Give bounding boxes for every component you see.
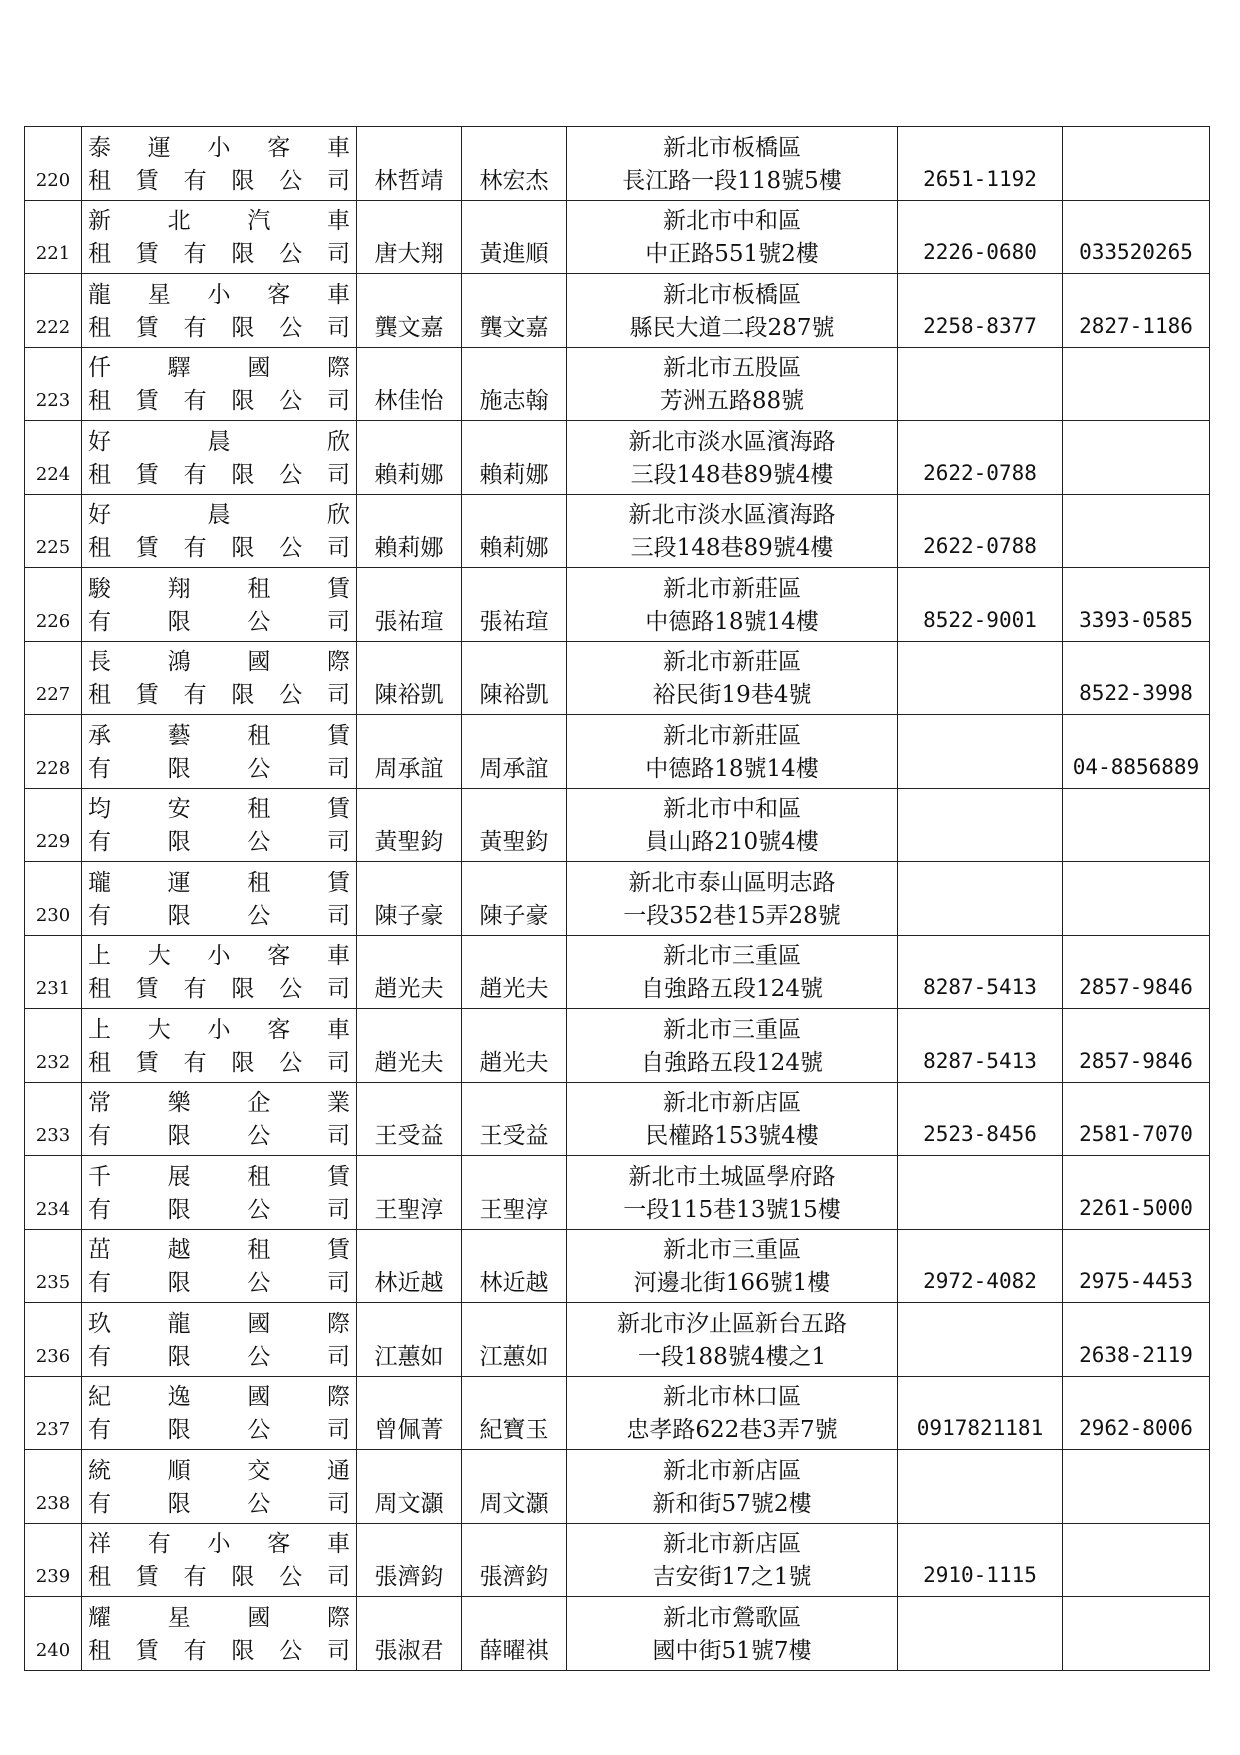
company-name-line-2: 有 限 公 司 — [88, 829, 350, 855]
company-name-line-2: 租 賃 有 限 公 司 — [88, 1564, 350, 1590]
table-row — [25, 641, 1210, 715]
address-line-1: 新北市林口區 — [663, 1384, 801, 1410]
representative-name: 周承誼 — [462, 715, 567, 789]
company-name — [82, 1229, 357, 1303]
company-name-line-2: 租 賃 有 限 公 司 — [88, 167, 350, 194]
row-number: 238 — [25, 1450, 82, 1524]
principal-name: 賴莉娜 — [357, 494, 462, 568]
representative-name: 陳裕凱 — [462, 641, 567, 715]
address-line-2: 縣民大道二段287號 — [629, 314, 835, 341]
representative-name: 林宏杰 — [462, 127, 567, 201]
row-number: 220 — [25, 127, 82, 201]
address-line-2: 裕民街19巷4號 — [652, 682, 812, 708]
representative-name: 周文灝 — [462, 1450, 567, 1524]
row-number: 235 — [25, 1229, 82, 1303]
principal-name: 張祐瑄 — [357, 568, 462, 642]
address-line-1: 新北市三重區 — [663, 1016, 801, 1043]
phone-1: 2622-0788 — [898, 421, 1063, 495]
phone-2 — [1063, 1450, 1210, 1524]
table-body — [25, 127, 1210, 1671]
address-line-1: 新北市淡水區濱海路 — [628, 502, 836, 528]
table-row — [25, 715, 1210, 789]
phone-1: 8522-9001 — [898, 568, 1063, 642]
phone-2: 2261-5000 — [1063, 1156, 1210, 1230]
principal-name: 陳裕凱 — [357, 641, 462, 715]
phone-1 — [898, 862, 1063, 936]
phone-1 — [898, 1303, 1063, 1377]
address-line-2: 員山路210號4樓 — [645, 829, 819, 855]
company-name-line-2: 有 限 公 司 — [88, 608, 350, 635]
table-row — [25, 1229, 1210, 1303]
company-name — [82, 200, 357, 274]
address-line-2: 中正路551號2樓 — [645, 241, 819, 267]
company-name — [82, 274, 357, 348]
phone-1: 8287-5413 — [898, 1009, 1063, 1083]
representative-name: 張濟鈞 — [462, 1523, 567, 1597]
address — [567, 1156, 898, 1230]
representative-name: 張祐瑄 — [462, 568, 567, 642]
address — [567, 1229, 898, 1303]
company-name — [82, 862, 357, 936]
address-line-1: 新北市中和區 — [663, 208, 801, 234]
representative-name: 王聖淳 — [462, 1156, 567, 1230]
company-name-line-2: 租 賃 有 限 公 司 — [88, 682, 350, 708]
company-name — [82, 1303, 357, 1377]
representative-name: 紀寶玉 — [462, 1376, 567, 1450]
phone-2 — [1063, 1597, 1210, 1671]
company-name — [82, 1009, 357, 1083]
company-name-line-2: 租 賃 有 限 公 司 — [88, 976, 350, 1002]
company-name-line-1: 紀 逸 國 際 — [88, 1384, 350, 1410]
row-number: 239 — [25, 1523, 82, 1597]
principal-name: 林近越 — [357, 1229, 462, 1303]
principal-name: 張濟鈞 — [357, 1523, 462, 1597]
company-name-line-1: 玖 龍 國 際 — [88, 1310, 350, 1337]
representative-name: 龔文嘉 — [462, 274, 567, 348]
company-name — [82, 127, 357, 201]
address-line-1: 新北市新莊區 — [663, 575, 801, 602]
row-number: 225 — [25, 494, 82, 568]
phone-1: 2622-0788 — [898, 494, 1063, 568]
representative-name: 趙光夫 — [462, 935, 567, 1009]
table-row — [25, 347, 1210, 421]
principal-name: 林哲靖 — [357, 127, 462, 201]
principal-name: 陳子豪 — [357, 862, 462, 936]
table-row — [25, 200, 1210, 274]
company-name-line-1: 常 樂 企 業 — [88, 1090, 350, 1116]
company-name-line-1: 龍 星 小 客 車 — [88, 281, 350, 308]
table-row — [25, 1156, 1210, 1230]
company-name — [82, 715, 357, 789]
address — [567, 421, 898, 495]
address — [567, 1450, 898, 1524]
address-line-1: 新北市板橋區 — [663, 134, 801, 161]
address-line-2: 忠孝路622巷3弄7號 — [626, 1417, 838, 1443]
table-row — [25, 788, 1210, 862]
company-name-line-2: 有 限 公 司 — [88, 1343, 350, 1370]
table-row — [25, 1082, 1210, 1156]
phone-2: 04-8856889 — [1063, 715, 1210, 789]
table-row — [25, 127, 1210, 201]
company-name-line-1: 瓏 運 租 賃 — [88, 869, 350, 896]
rental-company-table — [24, 126, 1210, 1671]
phone-1 — [898, 788, 1063, 862]
row-number: 230 — [25, 862, 82, 936]
company-name-line-2: 有 限 公 司 — [88, 1417, 350, 1443]
table-row — [25, 1597, 1210, 1671]
company-name-line-1: 泰 運 小 客 車 — [88, 134, 350, 161]
address-line-2: 中德路18號14樓 — [645, 608, 819, 635]
company-name — [82, 1376, 357, 1450]
principal-name: 周文灝 — [357, 1450, 462, 1524]
address — [567, 641, 898, 715]
address — [567, 715, 898, 789]
company-name-line-2: 租 賃 有 限 公 司 — [88, 1637, 350, 1664]
row-number: 222 — [25, 274, 82, 348]
principal-name: 趙光夫 — [357, 1009, 462, 1083]
company-name-line-2: 有 限 公 司 — [88, 902, 350, 929]
row-number: 226 — [25, 568, 82, 642]
address — [567, 862, 898, 936]
phone-1: 8287-5413 — [898, 935, 1063, 1009]
principal-name: 趙光夫 — [357, 935, 462, 1009]
phone-2: 2962-8006 — [1063, 1376, 1210, 1450]
company-name-line-1: 祥 有 小 客 車 — [88, 1531, 350, 1557]
address-line-1: 新北市鶯歌區 — [663, 1604, 801, 1631]
address — [567, 1376, 898, 1450]
phone-1: 2651-1192 — [898, 127, 1063, 201]
row-number: 236 — [25, 1303, 82, 1377]
company-name — [82, 1523, 357, 1597]
table-row — [25, 494, 1210, 568]
company-name-line-1: 好 晨 欣 — [88, 502, 350, 528]
phone-2: 033520265 — [1063, 200, 1210, 274]
row-number: 234 — [25, 1156, 82, 1230]
phone-1: 0917821181 — [898, 1376, 1063, 1450]
phone-2: 8522-3998 — [1063, 641, 1210, 715]
company-name — [82, 641, 357, 715]
table-row — [25, 568, 1210, 642]
address-line-1: 新北市泰山區明志路 — [628, 869, 836, 896]
address-line-1: 新北市三重區 — [663, 1237, 801, 1263]
phone-1 — [898, 715, 1063, 789]
phone-2: 2827-1186 — [1063, 274, 1210, 348]
row-number: 229 — [25, 788, 82, 862]
row-number: 224 — [25, 421, 82, 495]
principal-name: 賴莉娜 — [357, 421, 462, 495]
representative-name: 林近越 — [462, 1229, 567, 1303]
company-name — [82, 347, 357, 421]
company-name — [82, 935, 357, 1009]
address — [567, 935, 898, 1009]
representative-name: 黃進順 — [462, 200, 567, 274]
table-row — [25, 274, 1210, 348]
row-number: 227 — [25, 641, 82, 715]
table-row — [25, 862, 1210, 936]
address — [567, 1303, 898, 1377]
row-number: 232 — [25, 1009, 82, 1083]
company-name — [82, 1082, 357, 1156]
address-line-1: 新北市五股區 — [663, 355, 801, 381]
phone-1: 2258-8377 — [898, 274, 1063, 348]
phone-1 — [898, 1597, 1063, 1671]
address-line-2: 自強路五段124號 — [641, 1049, 823, 1076]
company-name-line-2: 租 賃 有 限 公 司 — [88, 535, 350, 561]
address — [567, 127, 898, 201]
company-name-line-2: 有 限 公 司 — [88, 1123, 350, 1149]
principal-name: 張淑君 — [357, 1597, 462, 1671]
phone-2: 2975-4453 — [1063, 1229, 1210, 1303]
phone-1: 2523-8456 — [898, 1082, 1063, 1156]
phone-2 — [1063, 127, 1210, 201]
company-name-line-1: 上 大 小 客 車 — [88, 943, 350, 969]
address-line-1: 新北市中和區 — [663, 796, 801, 822]
address — [567, 1009, 898, 1083]
address-line-2: 民權路153號4樓 — [645, 1123, 819, 1149]
company-name — [82, 788, 357, 862]
phone-1: 2910-1115 — [898, 1523, 1063, 1597]
principal-name: 周承誼 — [357, 715, 462, 789]
company-name-line-2: 租 賃 有 限 公 司 — [88, 461, 350, 488]
table-row — [25, 1009, 1210, 1083]
address-line-2: 河邊北街166號1樓 — [633, 1270, 831, 1296]
phone-2: 2638-2119 — [1063, 1303, 1210, 1377]
principal-name: 林佳怡 — [357, 347, 462, 421]
address-line-2: 中德路18號14樓 — [645, 755, 819, 782]
phone-2 — [1063, 494, 1210, 568]
table-row — [25, 935, 1210, 1009]
table-row — [25, 421, 1210, 495]
address-line-2: 長江路一段118號5樓 — [622, 167, 842, 194]
principal-name: 王聖淳 — [357, 1156, 462, 1230]
document-page — [24, 126, 1202, 1671]
company-name-line-2: 有 限 公 司 — [88, 755, 350, 782]
phone-2: 2857-9846 — [1063, 935, 1210, 1009]
address — [567, 788, 898, 862]
phone-1: 2226-0680 — [898, 200, 1063, 274]
phone-2: 2581-7070 — [1063, 1082, 1210, 1156]
address-line-1: 新北市板橋區 — [663, 281, 801, 308]
address-line-1: 新北市三重區 — [663, 943, 801, 969]
address-line-2: 國中街51號7樓 — [652, 1637, 812, 1664]
address-line-1: 新北市新店區 — [663, 1090, 801, 1116]
principal-name: 江蕙如 — [357, 1303, 462, 1377]
principal-name: 王受益 — [357, 1082, 462, 1156]
address — [567, 1523, 898, 1597]
company-name-line-2: 有 限 公 司 — [88, 1490, 350, 1517]
principal-name: 黃聖鈞 — [357, 788, 462, 862]
table-row — [25, 1523, 1210, 1597]
company-name-line-1: 上 大 小 客 車 — [88, 1016, 350, 1043]
address-line-2: 吉安街17之1號 — [652, 1564, 812, 1590]
company-name-line-1: 仟 驛 國 際 — [88, 355, 350, 381]
phone-1 — [898, 347, 1063, 421]
address-line-2: 三段148巷89號4樓 — [630, 535, 834, 561]
address-line-2: 芳洲五路88號 — [659, 388, 805, 414]
company-name-line-1: 承 藝 租 賃 — [88, 722, 350, 749]
company-name-line-1: 新 北 汽 車 — [88, 208, 350, 234]
company-name-line-2: 租 賃 有 限 公 司 — [88, 241, 350, 267]
address-line-2: 一段352巷15弄28號 — [623, 902, 841, 929]
phone-2: 3393-0585 — [1063, 568, 1210, 642]
company-name — [82, 1156, 357, 1230]
row-number: 237 — [25, 1376, 82, 1450]
phone-2 — [1063, 421, 1210, 495]
company-name-line-1: 茁 越 租 賃 — [88, 1237, 350, 1263]
phone-1 — [898, 1156, 1063, 1230]
address-line-1: 新北市汐止區新台五路 — [617, 1310, 847, 1337]
representative-name: 賴莉娜 — [462, 421, 567, 495]
representative-name: 趙光夫 — [462, 1009, 567, 1083]
company-name-line-1: 長 鴻 國 際 — [88, 649, 350, 675]
address-line-1: 新北市新店區 — [663, 1531, 801, 1557]
address-line-1: 新北市新莊區 — [663, 649, 801, 675]
phone-2 — [1063, 788, 1210, 862]
company-name-line-2: 有 限 公 司 — [88, 1196, 350, 1223]
row-number: 233 — [25, 1082, 82, 1156]
principal-name: 唐大翔 — [357, 200, 462, 274]
address-line-2: 一段115巷13號15樓 — [623, 1196, 841, 1223]
company-name — [82, 421, 357, 495]
phone-1 — [898, 641, 1063, 715]
address — [567, 274, 898, 348]
representative-name: 陳子豪 — [462, 862, 567, 936]
phone-1: 2972-4082 — [898, 1229, 1063, 1303]
company-name-line-1: 均 安 租 賃 — [88, 796, 350, 822]
address-line-1: 新北市淡水區濱海路 — [628, 428, 836, 455]
representative-name: 賴莉娜 — [462, 494, 567, 568]
phone-1 — [898, 1450, 1063, 1524]
row-number: 221 — [25, 200, 82, 274]
company-name-line-1: 千 展 租 賃 — [88, 1163, 350, 1190]
address-line-1: 新北市土城區學府路 — [628, 1163, 836, 1190]
address — [567, 568, 898, 642]
row-number: 231 — [25, 935, 82, 1009]
company-name-line-2: 租 賃 有 限 公 司 — [88, 388, 350, 414]
address-line-2: 自強路五段124號 — [641, 976, 823, 1002]
company-name — [82, 1450, 357, 1524]
table-row — [25, 1376, 1210, 1450]
row-number: 240 — [25, 1597, 82, 1671]
phone-2 — [1063, 347, 1210, 421]
row-number: 228 — [25, 715, 82, 789]
company-name — [82, 494, 357, 568]
company-name — [82, 568, 357, 642]
company-name-line-1: 駿 翔 租 賃 — [88, 575, 350, 602]
phone-2: 2857-9846 — [1063, 1009, 1210, 1083]
address-line-2: 一段188號4樓之1 — [637, 1343, 827, 1370]
address-line-2: 三段148巷89號4樓 — [630, 461, 834, 488]
company-name-line-1: 統 順 交 通 — [88, 1457, 350, 1484]
representative-name: 王受益 — [462, 1082, 567, 1156]
table-row — [25, 1450, 1210, 1524]
representative-name: 江蕙如 — [462, 1303, 567, 1377]
row-number: 223 — [25, 347, 82, 421]
phone-2 — [1063, 862, 1210, 936]
principal-name: 龔文嘉 — [357, 274, 462, 348]
address-line-1: 新北市新莊區 — [663, 722, 801, 749]
company-name-line-1: 好 晨 欣 — [88, 428, 350, 455]
address — [567, 1082, 898, 1156]
representative-name: 施志翰 — [462, 347, 567, 421]
company-name-line-2: 租 賃 有 限 公 司 — [88, 314, 350, 341]
address-line-1: 新北市新店區 — [663, 1457, 801, 1484]
principal-name: 曾佩菁 — [357, 1376, 462, 1450]
representative-name: 薛曜祺 — [462, 1597, 567, 1671]
table-row — [25, 1303, 1210, 1377]
representative-name: 黃聖鈞 — [462, 788, 567, 862]
address-line-2: 新和街57號2樓 — [652, 1490, 812, 1517]
company-name-line-2: 租 賃 有 限 公 司 — [88, 1049, 350, 1076]
address — [567, 200, 898, 274]
company-name — [82, 1597, 357, 1671]
company-name-line-1: 耀 星 國 際 — [88, 1604, 350, 1631]
address — [567, 347, 898, 421]
phone-2 — [1063, 1523, 1210, 1597]
company-name-line-2: 有 限 公 司 — [88, 1270, 350, 1296]
address — [567, 1597, 898, 1671]
address — [567, 494, 898, 568]
